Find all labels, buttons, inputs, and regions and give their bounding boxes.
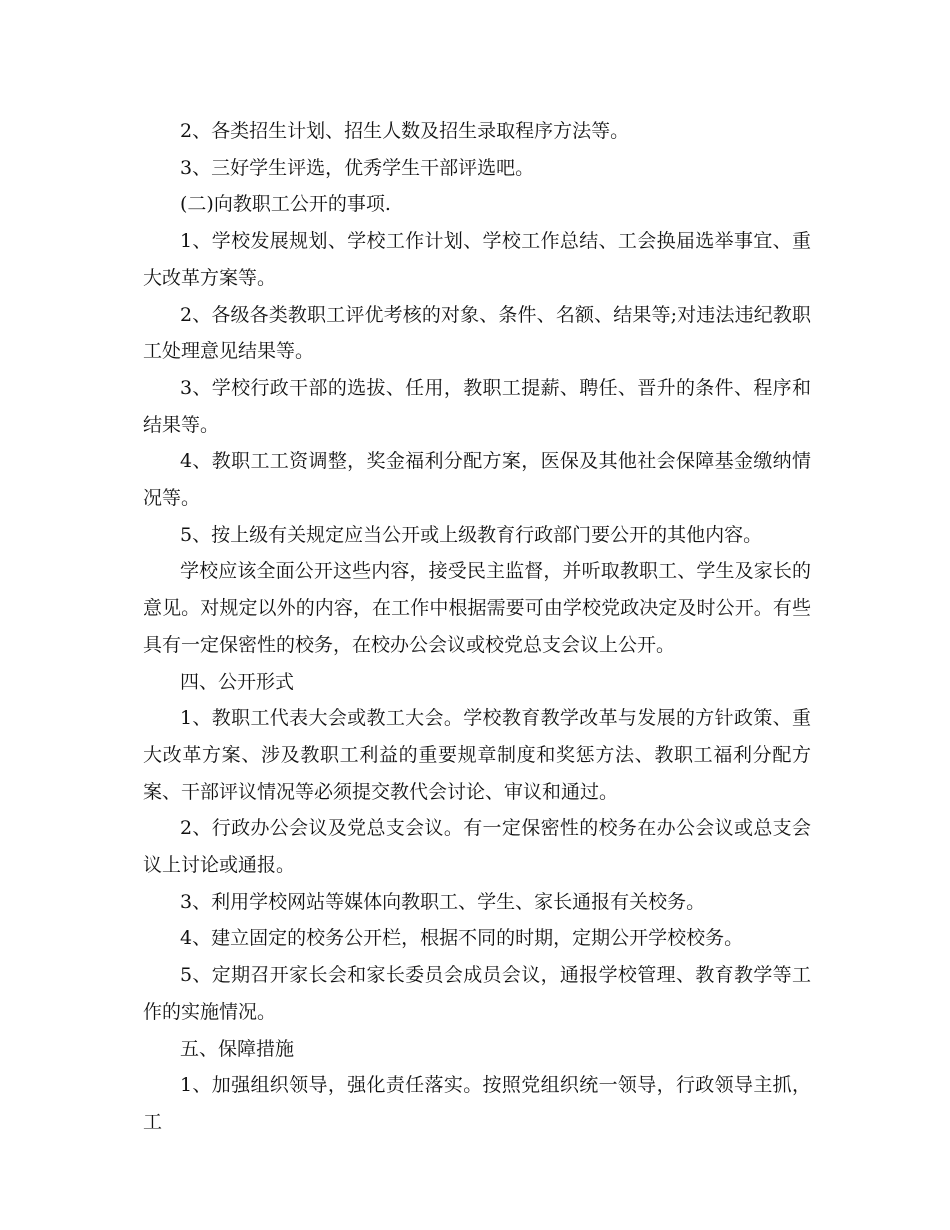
paragraph-parent-meetings: 5、定期召开家长会和家长委员会成员会议，通报学校管理、教育教学等工作的实施情况。 bbox=[143, 964, 811, 1023]
section-heading-safeguards: 五、保障措施 bbox=[180, 1037, 295, 1060]
paragraph-school-website: 3、利用学校网站等媒体向教职工、学生、家长通报有关校务。 bbox=[180, 890, 706, 913]
paragraph-full-disclosure: 学校应该全面公开这些内容，接受民主监督，并听取教职工、学生及家长的意见。对规定以外的内容，在工作中根据需要可由学校党政决定及时公开。有些具有一定保密性的校务，在校办公会议或校党总支会议上公开。 bbox=[143, 560, 811, 656]
paragraph-organizational-leadership: 1、加强组织领导，强化责任落实。按照党组织统一领导，行政领导主抓，工 bbox=[143, 1074, 811, 1133]
paragraph-development-plan: 1、学校发展规划、学校工作计划、学校工作总结、工会换届选举事宜、重大改革方案等。 bbox=[143, 230, 811, 289]
paragraph-staff-congress: 1、教职工代表大会或教工大会。学校教育教学改革与发展的方针政策、重大改革方案、涉及教职工利益的重要规章制度和奖惩方法、教职工福利分配方案、干部评议情况等必须提交教代会讨论、审议和通过。 bbox=[143, 707, 811, 803]
section-heading-disclosure-forms: 四、公开形式 bbox=[180, 670, 295, 693]
document-body bbox=[143, 113, 811, 1141]
paragraph-bulletin-board: 4、建立固定的校务公开栏，根据不同的时期，定期公开学校校务。 bbox=[180, 927, 744, 950]
paragraph-cadre-selection: 3、学校行政干部的选拔、任用，教职工提薪、聘任、晋升的条件、程序和结果等。 bbox=[143, 376, 811, 436]
paragraph-staff-disclosure-heading: (二)向教职工公开的事项. bbox=[180, 193, 391, 216]
paragraph-other-content: 5、按上级有关规定应当公开或上级教育行政部门要公开的其他内容。 bbox=[180, 523, 763, 546]
paragraph-salary-adjustment: 4、教职工工资调整，奖金福利分配方案，医保及其他社会保障基金缴纳情况等。 bbox=[143, 450, 811, 510]
paragraph-enrollment-plans: 2、各类招生计划、招生人数及招生录取程序方法等。 bbox=[180, 120, 630, 142]
paragraph-student-awards: 3、三好学生评选，优秀学生干部评选吧。 bbox=[180, 156, 535, 179]
paragraph-staff-evaluation: 2、各级各类教职工评优考核的对象、条件、名额、结果等;对违法违纪教职工处理意见结果等。 bbox=[143, 303, 811, 363]
paragraph-admin-meeting: 2、行政办公会议及党总支会议。有一定保密性的校务在办公会议或总支会议上讨论或通报。 bbox=[143, 817, 811, 877]
